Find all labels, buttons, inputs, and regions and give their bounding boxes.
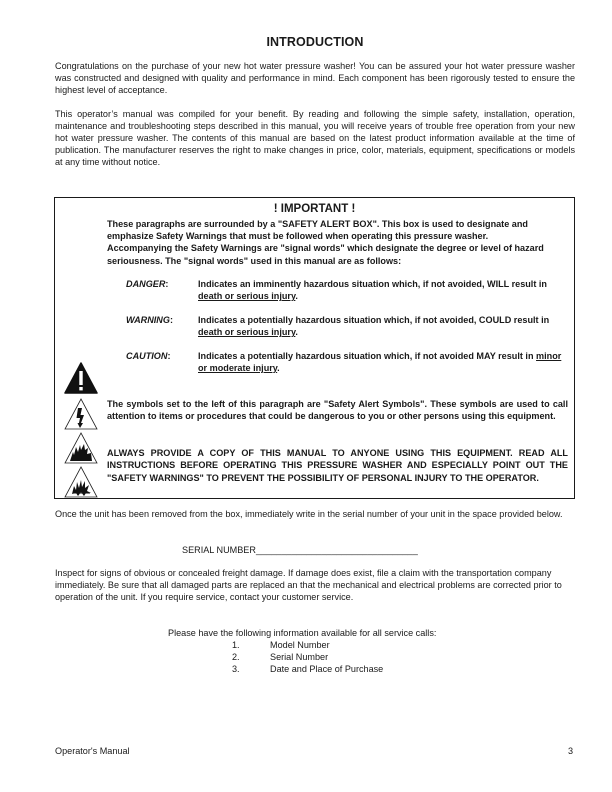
signal-word-description: Indicates a potentially hazardous situation which, if not avoided MAY result in minor or moderate injury. [198,351,562,374]
exclamation-warning-icon [64,362,98,394]
serial-number-blank[interactable]: ________________________________ [255,545,418,555]
service-calls-intro: Please have the following information available for all service calls: [168,628,437,638]
intro-paragraph-manual-purpose: This operator’s manual was compiled for your benefit. By reading and following the simple safety, installation, operation, maintenance and troubleshooting steps described in this manual, you will receive years of trouble free operation from your new hot water pressure washer. The contents of this manual are based on the latest product information available at the time of publication. The manufacturer reserves the right to make changes in price, color, materials, equipment, specifications or models at any time without notice. [55,109,575,167]
electric-shock-icon [64,398,98,430]
list-number: 3. [232,664,240,674]
list-label: Serial Number [270,652,329,662]
list-label: Date and Place of Purchase [270,664,384,674]
list-label: Model Number [270,640,330,650]
signal-word-label: DANGER: [126,279,169,289]
always-provide-copy-text: ALWAYS PROVIDE A COPY OF THIS MANUAL TO ANYONE USING THIS EQUIPMENT. READ ALL INSTRUCTIONS BEFORE OPERATING THIS PRESSURE WASHER AND ESPECIALLY POINT OUT THE "SAFETY WARNINGS" TO PREVENT THE POSSIBILITY OF PERSONAL INJURY TO THE OPERATOR. [107,448,568,483]
serial-instructions-paragraph: Once the unit has been removed from the box, immediately write in the serial number of your unit in the space provided below. [55,509,563,519]
list-number: 1. [232,640,240,650]
list-number: 2. [232,652,240,662]
alert-intro-text: These paragraphs are surrounded by a "SAFETY ALERT BOX". This box is used to designate and emphasize Safety Warnings that must be followed when operating this pressure washer. Accompanying the Safety Warnings are "signal words" which designate the degree or level of hazard seriousness. The "signal words" used in this manual are as follows: [107,219,544,266]
footer-manual-title: Operator's Manual [55,746,130,756]
signal-word-label: WARNING: [126,315,173,325]
signal-word-description: Indicates a potentially hazardous situation which, if not avoided, COULD result in death or serious injury. [198,315,550,338]
fire-hazard-icon [64,432,98,464]
serial-number-label: SERIAL NUMBER [182,545,256,555]
serial-number-field[interactable] [182,545,418,555]
footer-page-number: 3 [568,746,574,756]
signal-word-description: Indicates an imminently hazardous situation which, if not avoided, WILL result in death or serious injury. [198,279,547,302]
intro-paragraph-congratulations: Congratulations on the purchase of your new hot water pressure washer! You can be assured your hot water pressure washer was constructed and designed with quality and performance in mind. Each component has been rigorously tested to ensure the highest level of acceptance. [55,61,575,95]
signal-word-label: CAUTION: [126,351,171,361]
freight-damage-paragraph: Inspect for signs of obvious or concealed freight damage. If damage does exist, file a claim with the transportation company immediately. Be sure that all damaged parts are replaced an that the mechanical and electrical problems are corrected prior to operation of the unit. If you require service, contact your customer service. [55,568,562,602]
safety-symbols-text: The symbols set to the left of this paragraph are "Safety Alert Symbols". These symbols are used to call attention to items or procedures that could be dangerous to you or other persons using this equipment. [107,399,568,422]
page-title: INTRODUCTION [266,35,364,49]
safety-alert-box [54,197,575,499]
alert-title: ! IMPORTANT ! [273,203,356,215]
explosion-hazard-icon [64,466,98,498]
